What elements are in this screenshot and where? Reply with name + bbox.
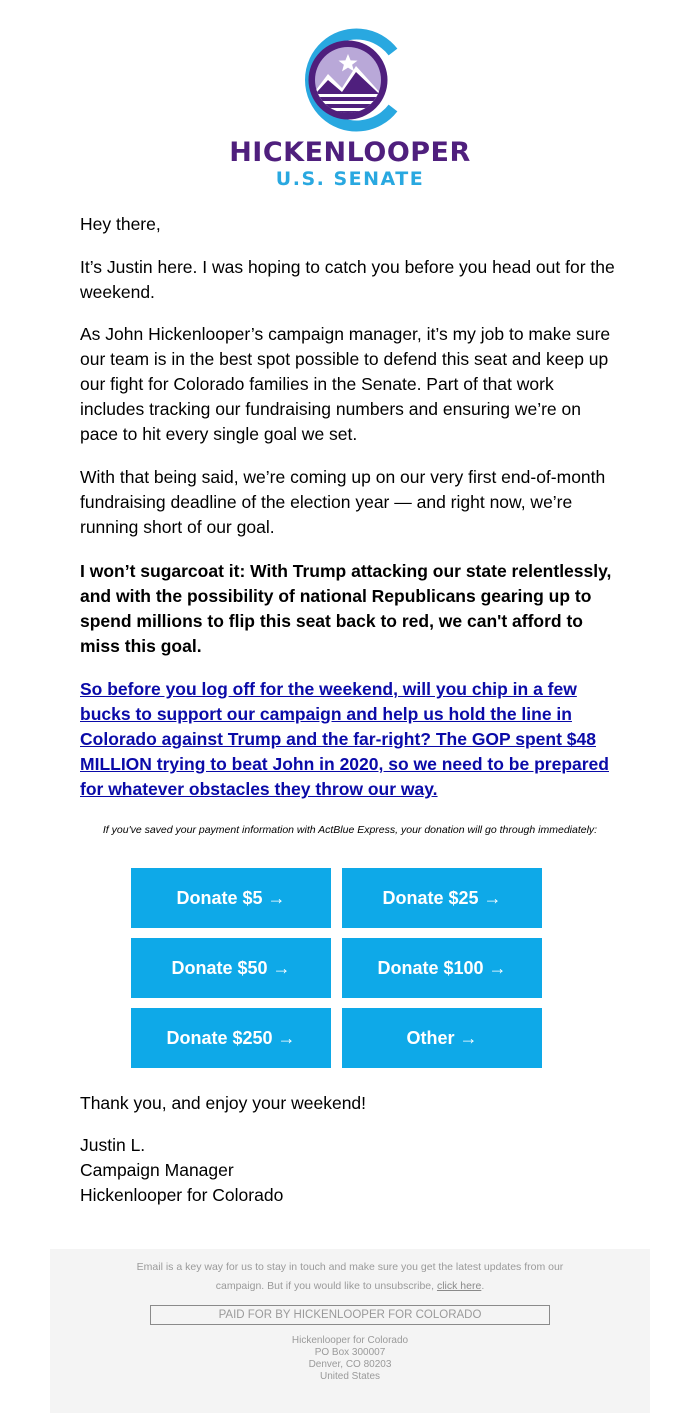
logo-emblem-icon <box>298 28 402 136</box>
paragraph-link <box>80 677 620 802</box>
thanks-line: Thank you, and enjoy your weekend! <box>80 1093 367 1113</box>
donate-50-button[interactable]: Donate $50 → <box>131 938 331 998</box>
campaign-logo <box>0 28 700 190</box>
donate-25-button[interactable]: Donate $25 → <box>342 868 542 928</box>
email-footer <box>50 1249 650 1413</box>
logo-subtitle: U.S. SENATE <box>275 168 425 190</box>
logo-name: HICKENLOOPER <box>229 137 471 168</box>
donate-other-button[interactable]: Other → <box>342 1008 542 1068</box>
donate-250-button[interactable]: Donate $250 → <box>131 1008 331 1068</box>
paragraph-deadline: With that being said, we’re coming up on our very first end-of-month fundraising deadline of the election year — and right now, we’re running short of our goal. <box>80 467 606 537</box>
footer-period: . <box>481 1280 485 1292</box>
paragraph-role: As John Hickenlooper’s campaign manager, it’s my job to make sure our team is in the best spot possible to defend this seat and keep up our fight for Colorado families in the Senate. Part of that work includes tracking our fundraising numbers and ensuring we’re on pace to hit every single goal we set. <box>80 324 611 444</box>
unsubscribe-link[interactable]: click here <box>436 1280 482 1292</box>
paragraph-bold-appeal: I won’t sugarcoat it: With Trump attacking our state relentlessly, and with the possibility of national Republicans gearing up to spend millions to flip this seat back to red, we can't afford to miss this goal. <box>80 561 612 656</box>
footer-text <box>120 1258 580 1296</box>
address-line: PO Box 300007 <box>314 1347 386 1358</box>
donate-5-button[interactable]: Donate $5 → <box>131 868 331 928</box>
donate-link[interactable]: So before you log off for the weekend, will you chip in a few bucks to support our campaign and help us hold the line in Colorado against Trump and the far-right? The GOP spent $48 MILLION trying to beat John in 2020, so we need to be prepared for whatever obstacles they throw our way. <box>80 679 609 799</box>
actblue-express-note: If you've saved your payment information with ActBlue Express, your donation will go through immediately: <box>102 824 598 836</box>
signature-title: Campaign Manager <box>80 1160 234 1180</box>
address-line: United States <box>319 1371 381 1382</box>
paid-for-disclaimer: PAID FOR BY HICKENLOOPER FOR COLORADO <box>150 1305 550 1325</box>
signature <box>80 1133 283 1208</box>
address-line: Denver, CO 80203 <box>308 1359 392 1370</box>
signature-org: Hickenlooper for Colorado <box>80 1185 284 1205</box>
donate-100-button[interactable]: Donate $100 → <box>342 938 542 998</box>
greeting: Hey there, <box>80 214 161 234</box>
signature-name: Justin L. <box>80 1135 146 1155</box>
footer-message: Email is a key way for us to stay in touch and make sure you get the latest updates from our campaign. But if you would like to unsubscribe, <box>136 1261 564 1292</box>
mailing-address <box>50 1335 650 1383</box>
address-line: Hickenlooper for Colorado <box>291 1335 409 1346</box>
paragraph-intro: It’s Justin here. I was hoping to catch you before you head out for the weekend. <box>80 257 615 302</box>
